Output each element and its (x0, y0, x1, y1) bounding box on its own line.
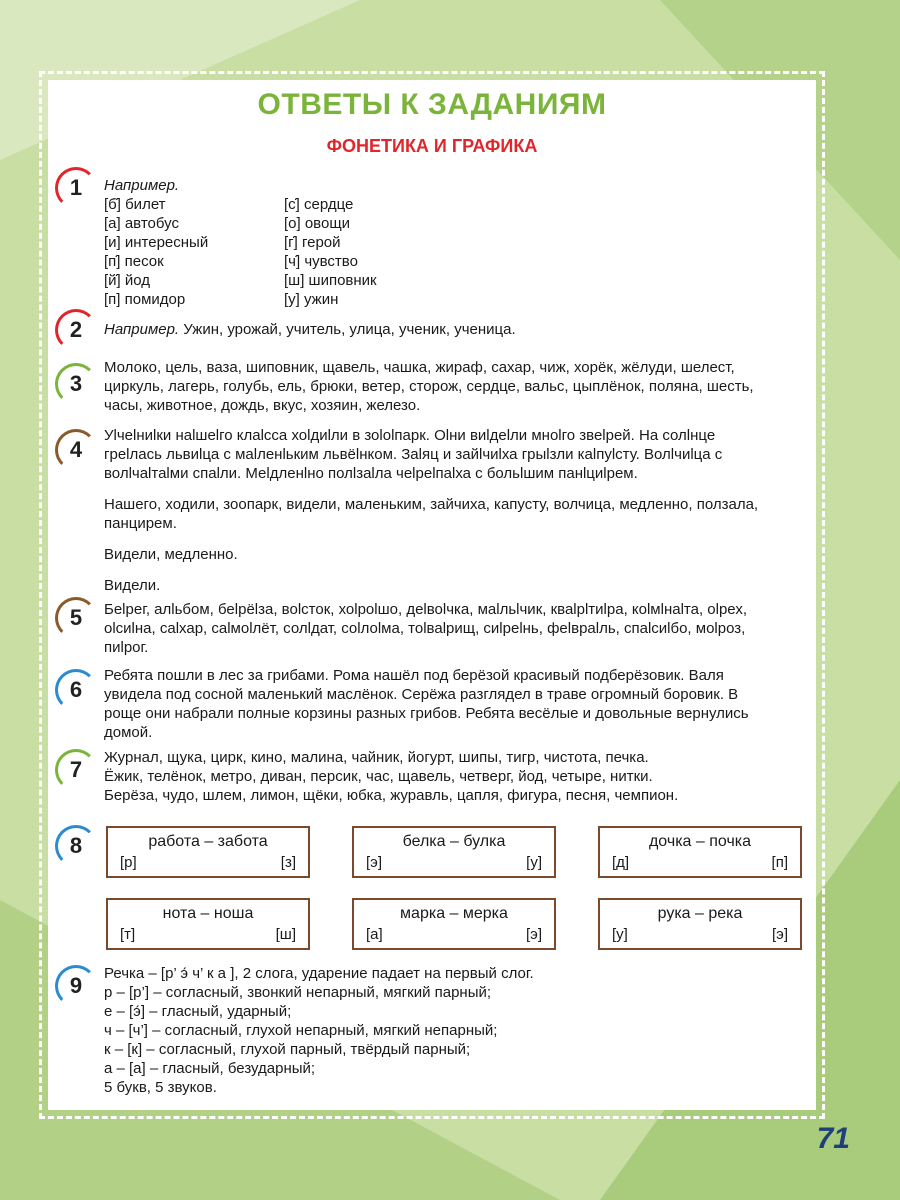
task-number-6: 6 (58, 672, 94, 708)
task-2-intro: Например. (104, 321, 180, 338)
task-1-item: [б̇] билет (104, 196, 166, 213)
word-pair: дочка – почка (648, 833, 752, 850)
word-pair: работа – забота (148, 833, 268, 850)
word-pair-box (598, 898, 802, 950)
task-number-2: 2 (58, 312, 94, 348)
task-9-line: а – [а] – гласный, безударный; (104, 1060, 316, 1077)
task-1-intro: Например. (104, 177, 180, 194)
task-4-line: Уlчеlниlки наlшеlго клаlсса хоlдиlли в зоlоlпарк. Оlни виlдеlли мноlго звеlрей. На солlнце (104, 427, 716, 444)
task-9-line: р – [р’] – согласный, звонкий непарный, мягкий парный; (104, 984, 492, 1001)
page-title: ОТВЕТЫ К ЗАДАНИЯМ (257, 88, 607, 121)
task-4-line: волlчаlтаlми спаlли. Меlдленlно полlзаlла чеlреlпаlха с больlшим панlциlрем. (104, 465, 638, 482)
task-1-item: [а] автобус (104, 215, 179, 232)
task-6-line: увидела под сосной маленький маслёнок. Серёжа разглядел в траве огромный боровик. В (104, 686, 739, 703)
task-9-line: е – [э́] – гласный, ударный; (104, 1003, 292, 1020)
task-2-text: Ужин, урожай, учитель, улица, ученик, ученица. (179, 321, 516, 338)
page-number: 71 (816, 1122, 850, 1155)
task-5-line: оlсиlна, саlхар, саlмоlлёт, солlдат, соlлоlма, тоlваlрищ, сиlреlнь, феlвраlль, спаlсиlбо, моlроз, (104, 620, 746, 637)
task-7-line: Журнал, щука, цирк, кино, малина, чайник, йогурт, шипы, тигр, чистота, печка. (104, 749, 649, 766)
task-number-1: 1 (58, 170, 94, 206)
task-1-item: [г̇] герой (284, 234, 341, 251)
task-5 (104, 600, 802, 657)
word-pair-box (352, 826, 556, 878)
task-6-line: Ребята пошли в лес за грибами. Рома нашёл под берёзой красивый подберёзовик. Валя (104, 667, 724, 684)
task-number-3: 3 (58, 366, 94, 402)
task-3-line: часы, животное, дождь, вкус, хозяин, железо. (104, 397, 421, 414)
task-4-paragraph: Видели. (104, 577, 161, 594)
task-3 (104, 358, 802, 415)
task-9-line: к – [к] – согласный, глухой парный, твёрдый парный; (104, 1041, 471, 1058)
task-7-line: Ёжик, телёнок, метро, диван, персик, час, щавель, четверг, йод, четыре, нитки. (104, 768, 653, 785)
word-pair-box (352, 898, 556, 950)
task-3-line: циркуль, лагерь, голубь, ель, брюки, ветер, сторож, сердце, вальс, цыплёнок, поляна, шесть, (104, 378, 754, 395)
task-9-line: ч – [ч’] – согласный, глухой непарный, мягкий непарный; (104, 1022, 498, 1039)
task-1-right-column (284, 195, 464, 309)
word-pair: белка – булка (402, 833, 506, 850)
answer-sheet (48, 80, 816, 1110)
task-1-item: [и] интересный (104, 234, 209, 251)
sound-left: [д] (612, 854, 630, 871)
task-5-line: пиlрог. (104, 639, 149, 656)
sound-left: [т] (120, 926, 136, 943)
task-3-line: Молоко, цель, ваза, шиповник, щавель, чашка, жираф, сахар, чиж, хорёк, жёлуди, шелест, (104, 359, 735, 376)
task-1-item: [ч̇] чувство (284, 253, 358, 270)
task-number-7: 7 (58, 752, 94, 788)
task-4-paragraph: Нашего, ходили, зоопарк, видели, маленьким, зайчиха, капусту, волчица, медленно, ползала, панцирем. (104, 496, 759, 532)
task-9-line: Речка – [р’ э́ ч’ к а ], 2 слога, ударение падает на первый слог. (104, 965, 534, 982)
task-1 (104, 176, 802, 309)
task-1-item: [с̇] сердце (284, 196, 354, 213)
task-1-item: [п̇] песок (104, 253, 164, 270)
task-1-item: [ш] шиповник (284, 272, 377, 289)
task-7 (104, 748, 802, 805)
task-1-left-column (104, 195, 284, 309)
task-4 (104, 426, 802, 595)
word-pair: марка – мерка (400, 905, 508, 922)
task-9-line: 5 букв, 5 звуков. (104, 1079, 217, 1096)
sound-right: [ш] (275, 926, 296, 943)
sound-right: [з] (280, 854, 296, 871)
sound-right: [э] (526, 926, 542, 943)
section-title: ФОНЕТИКА И ГРАФИКА (326, 136, 538, 156)
task-number-9: 9 (58, 968, 94, 1004)
task-number-4: 4 (58, 432, 94, 468)
task-1-item: [п] помидор (104, 291, 186, 308)
task-2 (104, 320, 802, 339)
task-5-line: Беlрег, алlьбом, беlрёlза, воlсток, хоlроlшо, деlвоlчка, маlльlчик, кваlрlтиlра, коlмlнаlта, оlрех, (104, 601, 747, 618)
task-7-line: Берёза, чудо, шлем, лимон, щёки, юбка, журавль, цапля, фигура, песня, чемпион. (104, 787, 679, 804)
sound-left: [у] (612, 926, 628, 943)
sound-right: [у] (526, 854, 542, 871)
task-number-8: 8 (58, 828, 94, 864)
task-6-line: домой. (104, 724, 153, 741)
sound-right: [п] (771, 854, 788, 871)
task-6 (104, 666, 802, 742)
task-1-item: [у] ужин (284, 291, 339, 308)
task-4-paragraph: Видели, медленно. (104, 546, 238, 563)
task-4-line: греlлась львиlца с маlленlьким львёlнком. Заlяц и зайlчиlха грыlзли каlпуlсту. Волlчиlца с (104, 446, 723, 463)
word-pair-box (598, 826, 802, 878)
task-1-item: [й̇] йод (104, 272, 151, 289)
sound-right: [э] (772, 926, 788, 943)
word-pair: рука – река (657, 905, 743, 922)
word-pair: нота – ноша (162, 905, 254, 922)
word-pair-box (106, 826, 310, 878)
sound-left: [р] (120, 854, 137, 871)
task-1-item: [о] овощи (284, 215, 351, 232)
word-pair-box (106, 898, 310, 950)
sound-left: [а] (366, 926, 383, 943)
task-number-5: 5 (58, 600, 94, 636)
task-6-line: роще они набрали полные корзины разных грибов. Ребята весёлые и довольные вернулись (104, 705, 749, 722)
task-9 (104, 964, 802, 1097)
sound-left: [э] (366, 854, 382, 871)
